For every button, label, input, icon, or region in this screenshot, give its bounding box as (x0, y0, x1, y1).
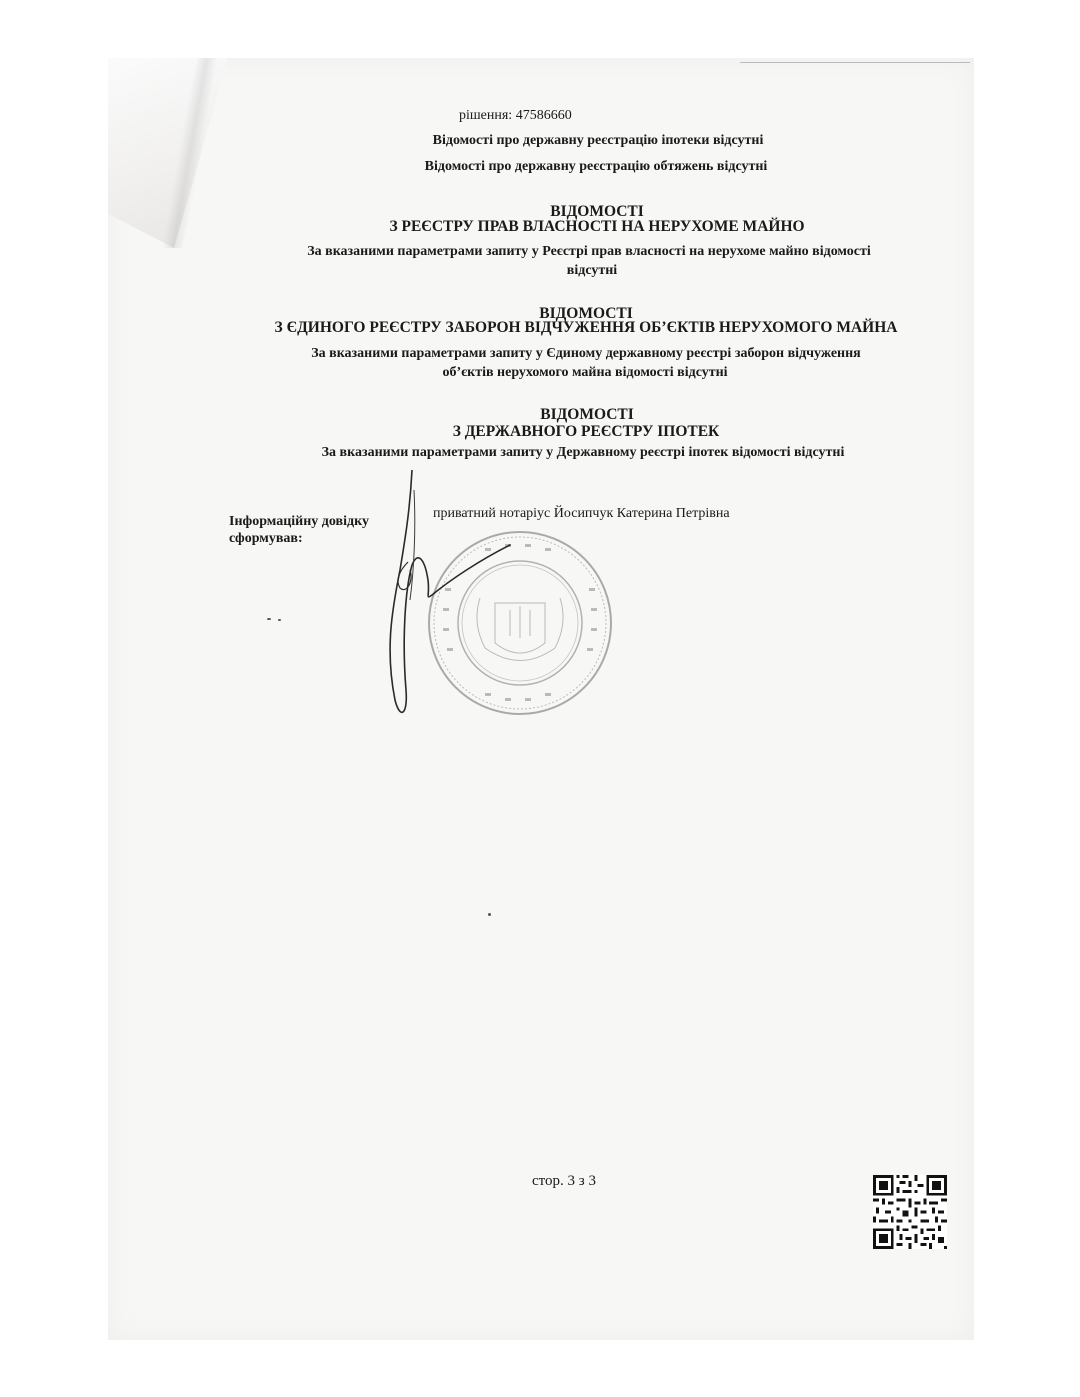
signer-name: приватний нотаріус Йосипчук Катерина Петрівна (433, 506, 730, 521)
speck (278, 619, 281, 621)
speck (267, 618, 271, 620)
section3-body-line1: За вказаними параметрами запиту у Державному реєстрі іпотек відомості відсутні (321, 445, 845, 460)
speck (488, 913, 491, 916)
section2-subtitle: З ЄДИНОГО РЕЄСТРУ ЗАБОРОН ВІДЧУЖЕННЯ ОБ’ЄКТІВ НЕРУХОМОГО МАЙНА (274, 319, 898, 336)
top-edge-line (740, 62, 970, 63)
signer-label-line1: Інформаційну довідку (229, 514, 369, 529)
qr-code-icon (873, 1175, 947, 1249)
section1-body-line1: За вказаними параметрами запиту у Реєстрі прав власності на нерухоме майно відомості (307, 244, 871, 259)
section1-title: ВІДОМОСТІ (550, 203, 644, 220)
signer-label-line2: сформував: (229, 531, 303, 546)
section2-body-line1: За вказаними параметрами запиту у Єдиному державному реєстрі заборон відчуження (311, 346, 861, 361)
section1-body-line2: відсутні (566, 263, 618, 278)
page-number: стор. 3 з 3 (532, 1173, 596, 1189)
section2-title: ВІДОМОСТІ (539, 305, 633, 322)
mortgage-line: Відомості про державну реєстрацію іпотеки відсутні (432, 133, 764, 148)
section3-subtitle: З ДЕРЖАВНОГО РЕЄСТРУ ІПОТЕК (452, 423, 720, 440)
section3-title: ВІДОМОСТІ (540, 406, 634, 423)
encumbrance-line: Відомості про державну реєстрацію обтяжень відсутні (424, 159, 768, 174)
section2-body-line2: об’єктів нерухомого майна відомості відсутні (442, 365, 728, 380)
section1-subtitle: З РЕЄСТРУ ПРАВ ВЛАСНОСТІ НА НЕРУХОМЕ МАЙНО (389, 218, 805, 235)
handwritten-signature (370, 470, 540, 730)
decision-number: рішення: 47586660 (459, 108, 572, 123)
